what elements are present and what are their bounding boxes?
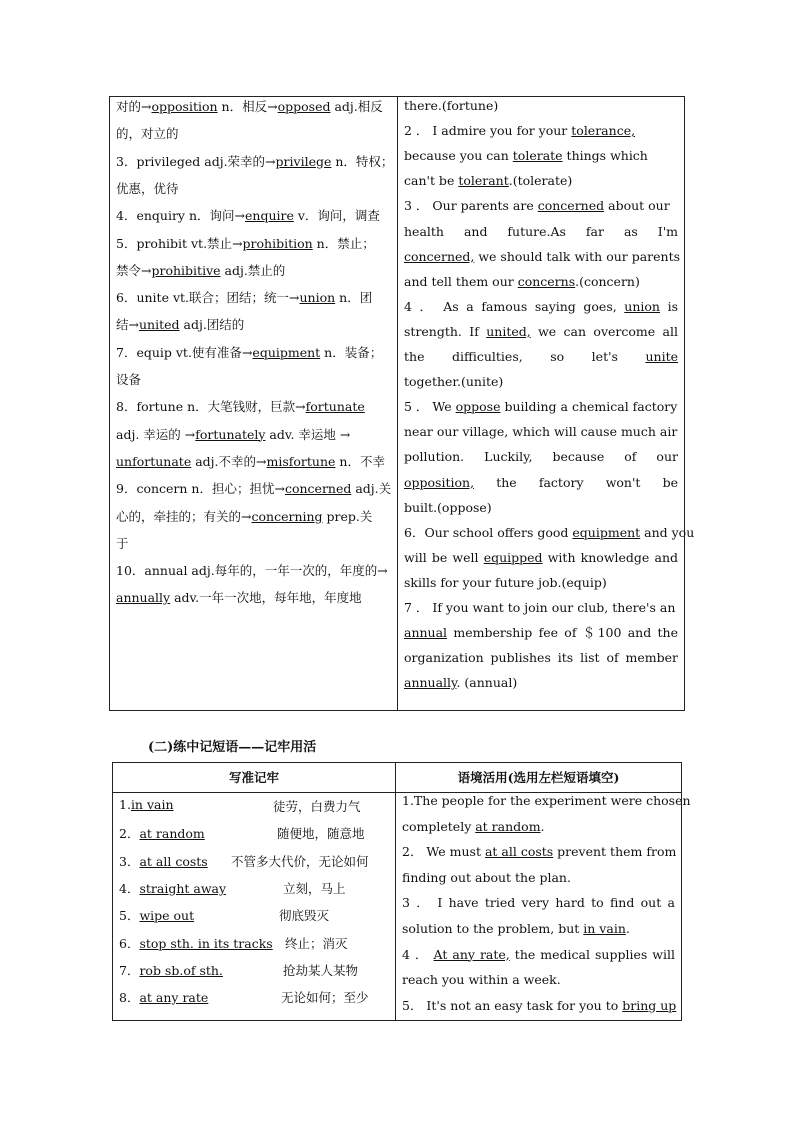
text-line xyxy=(404,575,678,591)
text-run: prevent them from xyxy=(553,844,677,860)
text-run: adj.禁止的 xyxy=(220,262,286,278)
text-run: finding out about the plan. xyxy=(402,869,571,885)
text-line xyxy=(402,998,675,1014)
text-run: 优惠，优待 xyxy=(116,180,179,196)
text-run: 对的 xyxy=(116,99,142,114)
text-line xyxy=(116,317,391,333)
phrase-text: in vain xyxy=(130,797,174,812)
text-line xyxy=(116,208,391,224)
text-run: → xyxy=(232,235,243,251)
answer-blank: concerned, xyxy=(404,248,475,264)
text-line xyxy=(404,524,695,541)
phrase-text: wipe out xyxy=(139,908,195,924)
text-line xyxy=(402,819,675,835)
answer-blank: tolerant xyxy=(458,173,509,189)
text-line xyxy=(116,236,391,252)
answer-blank: opposition, xyxy=(404,474,475,490)
text-run: the factory won't be xyxy=(474,474,678,490)
phrase-number: 8． xyxy=(119,990,140,1006)
text-run: n．不幸 xyxy=(335,453,385,469)
text-run: and you xyxy=(640,524,695,540)
text-run: membership fee of ＄100 and the xyxy=(447,625,678,641)
text-run: near our village, which will cause much air xyxy=(404,424,678,440)
text-run: together.(unite) xyxy=(404,374,504,390)
text-run: 心的，牵挂的；有关的 xyxy=(116,508,242,524)
answer-blank: union xyxy=(624,298,660,314)
text-run: because you can xyxy=(404,148,513,164)
phrase-table xyxy=(112,762,691,1021)
text-run: 4 ． As a famous saying goes, xyxy=(404,298,625,314)
text-run: → xyxy=(377,563,388,579)
text-run: . xyxy=(540,818,545,834)
text-line xyxy=(404,274,678,290)
text-run: building a chemical factory xyxy=(500,399,678,415)
text-line xyxy=(402,947,675,963)
text-run: we can overcome all xyxy=(530,323,678,339)
text-run: .(tolerate) xyxy=(508,173,573,189)
text-run: → xyxy=(141,262,152,278)
text-run: n．特权； xyxy=(331,153,394,169)
text-run: .(concern) xyxy=(575,273,640,289)
text-run: solution to the problem, but xyxy=(402,921,584,936)
text-run: will be well xyxy=(404,549,484,565)
answer-blank: opposed xyxy=(277,99,331,114)
text-run: health and future.As far as I'm xyxy=(404,223,678,239)
answer-blank: equipped xyxy=(483,549,543,565)
text-line xyxy=(402,870,675,886)
text-run: adj.团结的 xyxy=(179,317,245,333)
answer-blank: unite xyxy=(645,349,678,364)
text-line xyxy=(116,290,391,306)
phrase-number: 6． xyxy=(119,935,140,951)
text-run: strength. If xyxy=(404,323,487,339)
text-run: 设备 xyxy=(116,372,142,387)
text-run: the medical supplies will xyxy=(509,946,675,962)
text-line xyxy=(404,600,678,616)
answer-blank: at random xyxy=(475,818,541,834)
answer-blank: concerned xyxy=(284,481,352,497)
text-line xyxy=(116,481,391,497)
text-run: n．团 xyxy=(335,290,373,306)
text-run: 2． We must xyxy=(402,844,485,860)
phrase-meaning: 徒劳，白费力气 xyxy=(273,799,361,814)
answer-blank: annually xyxy=(116,590,171,606)
text-run: and tell them our xyxy=(404,273,518,289)
text-line xyxy=(404,123,678,139)
text-run: → xyxy=(184,426,196,442)
text-run: 7．equip vt.使有准备 xyxy=(116,344,242,360)
answer-blank: union xyxy=(299,290,336,306)
text-run: adv.一年一次地，每年地，年度地 xyxy=(170,590,362,606)
text-run: about our xyxy=(604,198,670,214)
text-line xyxy=(116,263,391,279)
text-run: completely xyxy=(402,818,476,834)
text-line xyxy=(116,126,391,142)
answer-blank: oppose xyxy=(455,399,501,415)
answer-blank: fortunate xyxy=(305,399,365,415)
phrase-entry xyxy=(119,879,226,897)
text-run: can't be xyxy=(404,173,459,189)
answer-blank: At any rate, xyxy=(433,946,510,962)
text-run: reach you within a week. xyxy=(402,972,561,988)
answer-blank: misfortune xyxy=(266,453,336,469)
phrase-entry xyxy=(119,961,223,979)
text-line xyxy=(404,198,678,214)
text-line xyxy=(404,424,678,440)
text-run: adj.关 xyxy=(351,481,392,497)
text-line xyxy=(404,650,678,666)
text-line xyxy=(404,173,678,189)
text-run: with knowledge and xyxy=(542,549,678,565)
phrase-number: 3． xyxy=(119,853,140,869)
phrase-text: at all costs xyxy=(139,853,208,869)
text-run: → xyxy=(274,481,285,497)
text-line xyxy=(404,449,678,465)
text-line xyxy=(116,372,391,388)
text-line xyxy=(402,844,675,860)
vocab-table xyxy=(109,96,695,711)
text-line xyxy=(404,299,678,315)
phrase-entry xyxy=(119,988,208,1006)
text-run: . (annual) xyxy=(456,675,518,691)
text-line xyxy=(116,563,391,579)
section-caption: (二)练中记短语——记牢用活 xyxy=(148,740,317,755)
text-run: 5．prohibit vt.禁止 xyxy=(116,235,233,251)
phrase-entry xyxy=(119,934,273,952)
text-run: 的，对立的 xyxy=(116,126,179,142)
answer-blank: equipment xyxy=(252,344,321,360)
text-line xyxy=(116,590,391,606)
answer-blank: united xyxy=(139,317,180,333)
phrase-meaning: 立刻，马上 xyxy=(283,880,346,896)
answer-blank: annually xyxy=(404,675,457,691)
text-line xyxy=(404,148,678,164)
text-run: there.(fortune) xyxy=(404,98,499,113)
answer-blank: opposition xyxy=(151,99,218,114)
phrase-meaning: 抢劫某人某物 xyxy=(283,962,359,978)
text-run: organization publishes its list of member xyxy=(404,650,678,666)
text-run: 3 ． I have tried very hard to find out a xyxy=(402,895,675,911)
text-run: → xyxy=(256,453,267,469)
text-line xyxy=(116,536,391,552)
text-run: 结 xyxy=(116,317,129,333)
text-line xyxy=(404,248,681,265)
text-run: 6．unite vt.联合；团结；统一 xyxy=(116,290,290,306)
text-run: things which xyxy=(562,148,648,164)
phrase-meaning: 终止；消灭 xyxy=(285,935,348,951)
text-run: adj.相反 xyxy=(330,99,383,114)
phrase-text: rob sb.of sth. xyxy=(139,962,223,978)
phrase-number: 5． xyxy=(119,908,140,924)
fill-in-column xyxy=(398,97,695,710)
phrase-number: 7． xyxy=(119,962,140,978)
text-run: 2 ． I admire you for your xyxy=(404,123,572,139)
answer-blank: united, xyxy=(486,323,531,339)
text-run: 于 xyxy=(116,535,129,551)
phrase-number: 2． xyxy=(119,826,140,842)
phrase-meaning: 无论如何；至少 xyxy=(281,990,369,1006)
text-run: 1.The people for the experiment were chosen xyxy=(402,793,691,808)
text-run: 4．enquiry n．询问 xyxy=(116,208,235,224)
text-run: 7 ． If you want to join our club, there's an xyxy=(404,600,676,615)
phrase-meaning: 随便地，随意地 xyxy=(277,826,365,842)
phrase-entry xyxy=(119,824,205,842)
text-line xyxy=(116,454,391,470)
text-line xyxy=(404,675,678,691)
context-column xyxy=(396,763,691,1020)
text-line xyxy=(404,500,678,516)
phrase-number: 4． xyxy=(119,880,140,896)
answer-blank: privilege xyxy=(275,153,332,169)
text-line xyxy=(402,921,675,937)
text-run: → xyxy=(141,99,152,114)
text-run: → xyxy=(339,426,351,442)
phrase-number: 1. xyxy=(119,797,131,812)
text-line xyxy=(404,224,678,240)
answer-blank: annual xyxy=(404,625,448,641)
phrase-meaning: 不管多大代价，无论如何 xyxy=(231,853,369,869)
text-run: 3 ． Our parents are xyxy=(404,198,538,214)
text-line xyxy=(404,625,678,641)
answer-blank: fortunately xyxy=(195,426,266,442)
text-run: the difficulties, so let's xyxy=(404,349,646,364)
answer-blank: unfortunate xyxy=(116,453,192,469)
phrase-entry xyxy=(119,852,208,870)
text-line xyxy=(404,98,678,114)
text-line xyxy=(116,399,391,415)
text-run: 禁令 xyxy=(116,262,142,278)
answer-blank: tolerate xyxy=(512,148,563,164)
text-line xyxy=(404,349,678,365)
phrase-entry xyxy=(119,797,174,812)
answer-blank: concerning xyxy=(251,508,323,524)
header-left: 写准记牢 xyxy=(228,770,279,785)
text-line xyxy=(404,550,678,566)
text-run: 3．privileged adj.荣幸的 xyxy=(116,153,266,169)
text-line xyxy=(116,427,391,443)
answer-blank: prohibitive xyxy=(151,262,221,278)
answer-blank: enquire xyxy=(245,208,294,224)
phrase-list-column xyxy=(113,763,395,1020)
text-line xyxy=(404,374,678,390)
text-run: → xyxy=(234,208,245,224)
text-run: skills for your future job.(equip) xyxy=(404,574,607,590)
answer-blank: in vain xyxy=(583,921,626,936)
text-run: 10．annual adj.每年的，一年一次的，年度的 xyxy=(116,563,378,579)
text-line xyxy=(116,153,394,170)
text-line xyxy=(404,324,678,340)
text-run: adj. 幸运的 xyxy=(116,426,185,442)
text-run: we should talk with our parents xyxy=(474,248,681,264)
text-run: → xyxy=(267,99,278,114)
answer-blank: bring up xyxy=(622,997,677,1013)
answer-blank: at all costs xyxy=(484,844,554,860)
answer-blank: equipment xyxy=(572,524,641,540)
answer-blank: tolerance, xyxy=(571,123,636,139)
text-run: adv. 幸运地 xyxy=(265,426,340,442)
text-run: → xyxy=(128,317,139,333)
text-run: n．装备； xyxy=(320,344,383,360)
text-run: 5． It's not an easy task for you to xyxy=(402,997,623,1013)
text-run: . xyxy=(625,921,630,936)
text-line xyxy=(404,399,678,415)
text-run: 6．Our school offers good xyxy=(404,524,573,540)
text-run: → xyxy=(289,290,300,306)
phrase-text: stop sth. in its tracks xyxy=(139,935,273,951)
phrase-text: straight away xyxy=(139,880,227,896)
text-run: adj.不幸的 xyxy=(191,453,257,469)
phrase-text: at random xyxy=(139,826,205,842)
text-line xyxy=(116,509,391,525)
text-run: v．询问，调查 xyxy=(293,208,380,224)
text-line xyxy=(402,972,675,988)
phrase-meaning: 彻底毁灭 xyxy=(279,908,330,924)
text-run: 8．fortune n．大笔钱财，巨款 xyxy=(116,399,296,415)
text-run: is xyxy=(659,298,678,314)
text-run: 9．concern n．担心；担忧 xyxy=(116,481,275,497)
text-line xyxy=(116,345,391,361)
text-run: n．相反 xyxy=(217,99,268,114)
text-run: → xyxy=(295,399,306,415)
text-run: → xyxy=(241,344,253,360)
word-forms-column xyxy=(110,97,397,710)
text-line xyxy=(116,181,391,197)
text-run: → xyxy=(241,508,252,524)
text-run: 5 ． We xyxy=(404,399,456,415)
text-line xyxy=(116,99,391,115)
text-line xyxy=(404,475,678,491)
text-line xyxy=(402,793,691,809)
text-run: 4 ． xyxy=(402,946,434,962)
answer-blank: concerns xyxy=(517,273,576,289)
text-run: → xyxy=(265,153,276,169)
header-right: 语境活用(选用左栏短语填空) xyxy=(457,770,620,785)
text-run: prep.关 xyxy=(322,508,373,524)
phrase-entry xyxy=(119,906,194,924)
phrase-text: at any rate xyxy=(139,990,209,1006)
text-run: n．禁止； xyxy=(312,235,375,251)
answer-blank: concerned xyxy=(537,198,605,214)
text-run: pollution. Luckily, because of our xyxy=(404,449,678,465)
text-line xyxy=(402,895,675,911)
text-run: built.(oppose) xyxy=(404,499,492,515)
answer-blank: prohibition xyxy=(242,235,313,251)
